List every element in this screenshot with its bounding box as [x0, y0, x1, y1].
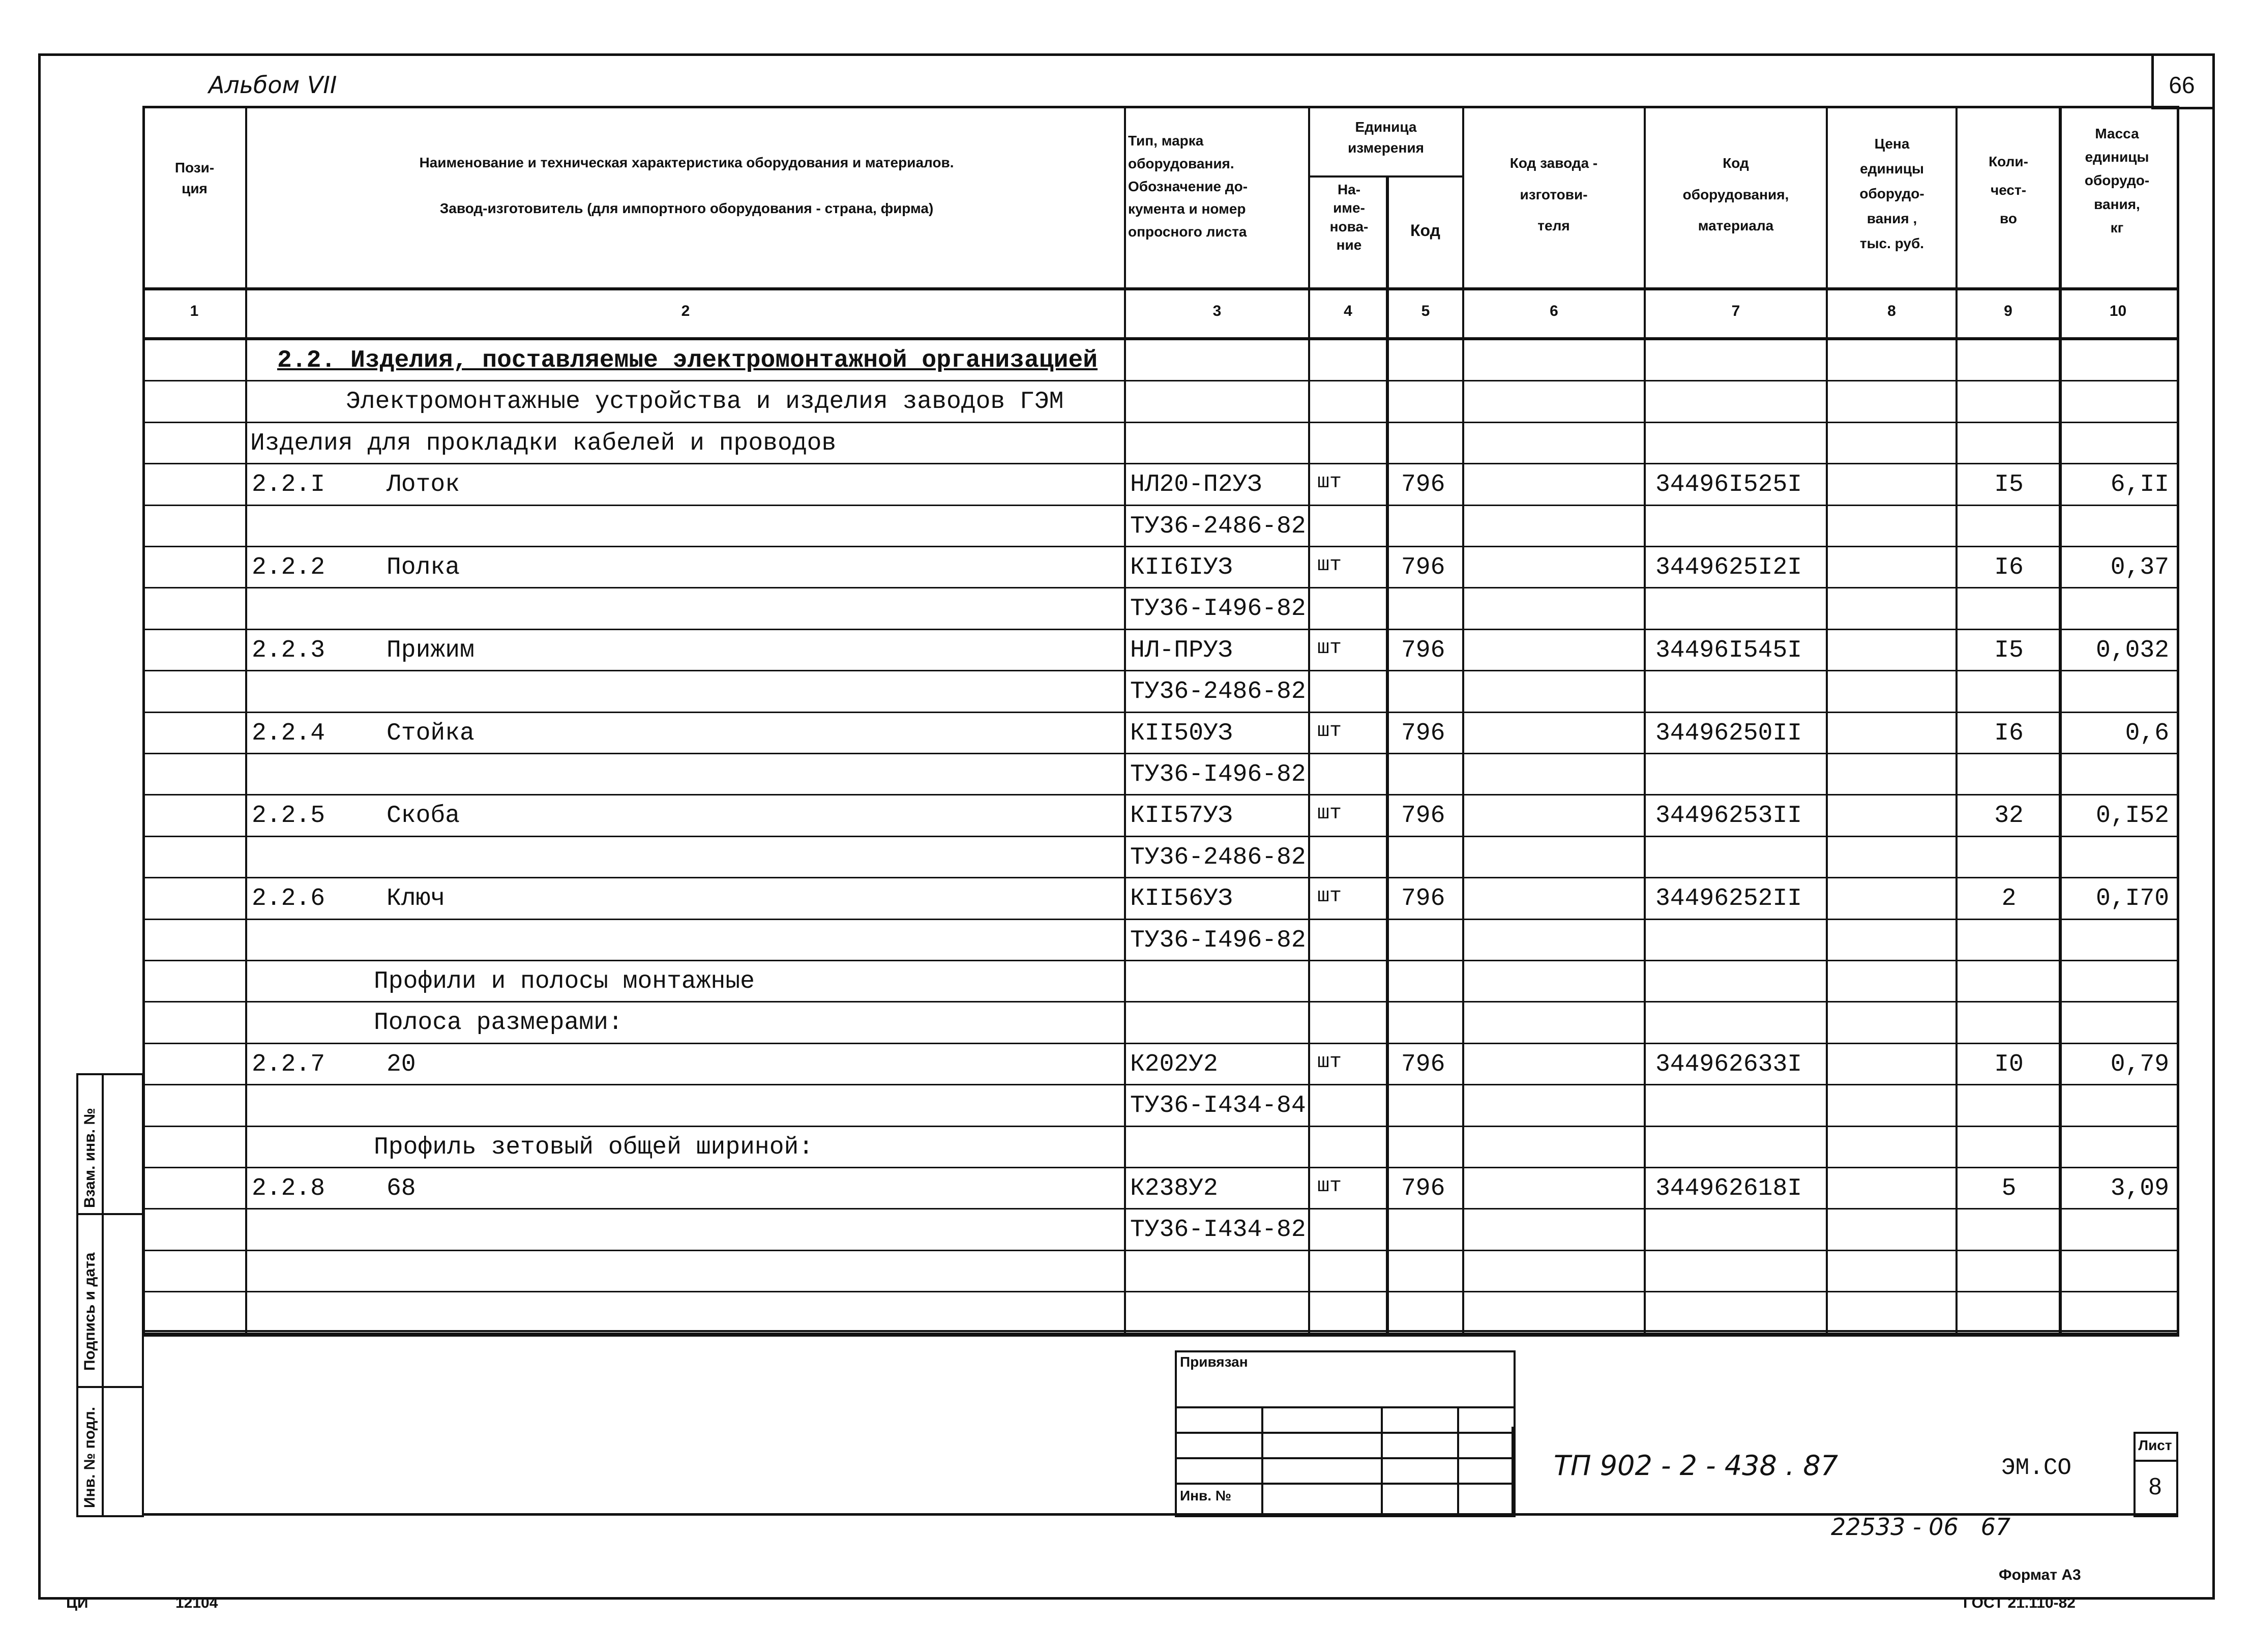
cell-name: Скоба — [387, 802, 460, 830]
cell-type: К202У2 — [1130, 1050, 1218, 1078]
cell-mass: 0,I70 — [2095, 885, 2169, 913]
album-label: Альбом VII — [209, 71, 337, 99]
cell-qty: I5 — [1994, 471, 2024, 499]
header-unit-code: Код — [1410, 221, 1440, 240]
cell-type: КII6IУЗ — [1130, 554, 1233, 581]
left-number: 12104 — [175, 1595, 218, 1611]
cell-name: Электромонтажные устройства и изделия заводов ГЭМ — [346, 388, 1064, 416]
row-line — [142, 712, 2177, 713]
cell-pos: 2.2.8 — [252, 1175, 325, 1202]
row-line — [142, 1084, 2177, 1085]
cell-unit: шт — [1317, 636, 1342, 660]
cell-qty: I5 — [1994, 636, 2024, 664]
cell-mcode: 34496I545I — [1655, 636, 1802, 664]
row-line — [142, 1250, 2177, 1251]
side-stamp-line-2 — [76, 1386, 142, 1388]
cell-pos: 2.2.4 — [252, 719, 325, 747]
row-line — [142, 919, 2177, 920]
cell-type: ТУ36-I496-82 — [1130, 926, 1306, 954]
header-name-line1: Наименование и техническая характеристика оборудования и материалов. — [419, 155, 954, 170]
side-stamp-podpis: Подпись и дата — [81, 1252, 98, 1371]
cell-pos: 2.2.I — [252, 471, 325, 499]
cell-qty: 5 — [2001, 1175, 2017, 1202]
colnum-2: 2 — [681, 303, 690, 319]
cell-name: 20 — [387, 1050, 416, 1078]
cell-type: КII50УЗ — [1130, 719, 1233, 747]
gost-label: ГОСТ 21.110-82 — [1963, 1595, 2076, 1611]
header-mass: Масса единицы оборудо- вания, кг — [2084, 126, 2150, 235]
header-quantity: Коли- чест- во — [1989, 154, 2028, 226]
cell-name: Полоса размерами: — [374, 1009, 623, 1037]
cell-type: ТУ36-I434-84 — [1130, 1092, 1306, 1120]
col-line-6 — [1644, 106, 1646, 1333]
cell-mcode: 34496253II — [1655, 802, 1802, 830]
side-stamp-inv: Инв. № подл. — [81, 1406, 98, 1508]
cell-mass: 0,37 — [2110, 554, 2169, 581]
cell-mass: 6,II — [2110, 471, 2169, 499]
colnum-6: 6 — [1550, 303, 1558, 319]
sheet-box-divider — [2134, 1460, 2177, 1462]
cell-code: 796 — [1401, 885, 1445, 913]
row-line — [142, 1001, 2177, 1002]
cell-pos: 2.2.5 — [252, 802, 325, 830]
row-line — [142, 1291, 2177, 1292]
cell-qty: I0 — [1994, 1050, 2024, 1078]
cell-name: Полка — [387, 554, 460, 581]
header-price: Цена единицы оборудо- вания , тыс. руб. — [1859, 136, 1924, 251]
cell-name: 68 — [387, 1175, 416, 1202]
cell-qty: I6 — [1994, 554, 2024, 581]
header-unit-name: На- име- нова- ние — [1329, 182, 1369, 253]
cell-code: 796 — [1401, 554, 1445, 581]
cell-code: 796 — [1401, 471, 1445, 499]
cell-unit: шт — [1317, 471, 1342, 494]
row-line — [142, 629, 2177, 630]
col-line-7 — [1826, 106, 1828, 1333]
cell-type: ТУ36-2486-82 — [1130, 512, 1306, 540]
cell-qty: I6 — [1994, 719, 2024, 747]
header-factory-code: Код завода - изготови- теля — [1509, 155, 1598, 234]
cell-mass: 3,09 — [2110, 1175, 2169, 1202]
colnum-1: 1 — [190, 303, 199, 319]
cell-mcode: 344962633I — [1655, 1050, 1802, 1078]
colnum-5: 5 — [1421, 303, 1430, 319]
cell-type: ТУ36-2486-82 — [1130, 678, 1306, 706]
row-line — [142, 505, 2177, 506]
cell-type: ТУ36-I496-82 — [1130, 595, 1306, 623]
cell-name: Прижим — [387, 636, 475, 664]
row-line — [142, 960, 2177, 961]
cell-name: Стойка — [387, 719, 475, 747]
cell-type: НЛ20-П2УЗ — [1130, 471, 1262, 499]
row-line — [142, 546, 2177, 547]
col-line-9 — [2059, 106, 2062, 1333]
colnum-7: 7 — [1731, 303, 1740, 319]
header-bottom-line — [142, 287, 2177, 290]
cell-type: ТУ36-2486-82 — [1130, 843, 1306, 871]
col-line-5 — [1462, 106, 1464, 1333]
handwritten-number: 22533 - 06 67 — [1831, 1513, 2011, 1541]
side-stamp-divider — [102, 1073, 104, 1516]
cell-pos: 2.2.2 — [252, 554, 325, 581]
doc-code: ТП 902 - 2 - 438 . 87 — [1554, 1450, 1839, 1482]
cell-mcode: 344962618I — [1655, 1175, 1802, 1202]
left-code: ЦИ — [66, 1595, 88, 1611]
cell-name: Лоток — [387, 471, 460, 499]
cell-unit: шт — [1317, 885, 1342, 908]
cell-type: К238У2 — [1130, 1175, 1218, 1202]
title-block-top-line — [142, 1330, 2177, 1332]
cell-code: 796 — [1401, 1175, 1445, 1202]
cell-name: Изделия для прокладки кабелей и проводов — [250, 429, 837, 457]
cell-mass: 0,032 — [2095, 636, 2169, 664]
header-name-line2: Завод-изготовитель (для импортного оборудования - страна, фирма) — [439, 200, 934, 216]
privyazan-v-3 — [1457, 1406, 1459, 1515]
cell-qty: 32 — [1994, 802, 2024, 830]
row-line — [142, 1167, 2177, 1168]
cell-mass: 0,79 — [2110, 1050, 2169, 1078]
row-line — [142, 877, 2177, 878]
colnum-4: 4 — [1344, 303, 1352, 319]
row-line — [142, 1333, 2177, 1334]
cell-mass: 0,I52 — [2095, 802, 2169, 830]
cell-name: 2.2. Изделия, поставляемые электромонтажной организацией — [277, 347, 1098, 374]
row-line — [142, 753, 2177, 754]
privyazan-line-1 — [1175, 1406, 1516, 1408]
cell-type: ТУ36-I496-82 — [1130, 761, 1306, 788]
privyazan-label: Привязан — [1180, 1354, 1248, 1370]
privyazan-line-2 — [1175, 1432, 1516, 1434]
privyazan-v-2 — [1381, 1406, 1383, 1515]
colnum-bottom-line — [142, 337, 2177, 340]
cell-name: Ключ — [387, 885, 446, 913]
cell-mcode: 34496250II — [1655, 719, 1802, 747]
cell-code: 796 — [1401, 1050, 1445, 1078]
cell-mcode: 34496252II — [1655, 885, 1802, 913]
header-position: Пози- ция — [174, 160, 215, 196]
cell-type: НЛ-ПРУЗ — [1130, 636, 1233, 664]
cell-code: 796 — [1401, 802, 1445, 830]
cell-type: КII57УЗ — [1130, 802, 1233, 830]
cell-pos: 2.2.3 — [252, 636, 325, 664]
cell-type: ТУ36-I434-82 — [1130, 1216, 1306, 1244]
row-line — [142, 836, 2177, 837]
cell-pos: 2.2.7 — [252, 1050, 325, 1078]
side-stamp-line-1 — [76, 1213, 142, 1215]
row-line — [142, 380, 2177, 381]
side-stamp-vzam: Взам. инв. № — [81, 1108, 98, 1208]
privyazan-line-3 — [1175, 1457, 1516, 1459]
row-line — [142, 1126, 2177, 1127]
row-line — [142, 1208, 2177, 1210]
colnum-10: 10 — [2109, 303, 2127, 319]
row-line — [142, 587, 2177, 588]
cell-name: Профиль зетовый общей шириной: — [374, 1133, 814, 1161]
cell-mcode: 34496I525I — [1655, 471, 1802, 499]
row-line — [142, 1043, 2177, 1044]
cell-pos: 2.2.6 — [252, 885, 325, 913]
privyazan-v-1 — [1261, 1406, 1263, 1515]
colnum-8: 8 — [1887, 303, 1896, 319]
page-number: 66 — [2169, 72, 2195, 98]
cell-unit: шт — [1317, 554, 1342, 577]
cell-qty: 2 — [2001, 885, 2017, 913]
col-line-8 — [1955, 106, 1958, 1333]
cell-name: Профили и полосы монтажные — [374, 968, 755, 995]
col-line-3 — [1308, 106, 1310, 1333]
privyazan-line-4 — [1175, 1483, 1516, 1485]
col-line-1 — [245, 106, 247, 1333]
colnum-9: 9 — [2004, 303, 2012, 319]
cell-unit: шт — [1317, 719, 1342, 743]
header-material-code: Код оборудования, материала — [1682, 155, 1789, 234]
header-type: Тип, марка оборудования. Обозначение до- кумента и номер опросного листа — [1128, 133, 1248, 240]
format-label: Формат А3 — [1999, 1567, 2081, 1583]
row-line — [142, 794, 2177, 795]
col-line-2 — [1124, 106, 1126, 1333]
cell-type: КII56УЗ — [1130, 885, 1233, 913]
inv-no-label: Инв. № — [1180, 1488, 1232, 1503]
colnum-3: 3 — [1212, 303, 1222, 319]
row-line — [142, 670, 2177, 671]
header-unit-group: Единица измерения — [1348, 119, 1424, 156]
cell-code: 796 — [1401, 636, 1445, 664]
cell-mass: 0,6 — [2125, 719, 2169, 747]
row-line — [142, 463, 2177, 464]
title-block-left-line — [1512, 1427, 1514, 1516]
doc-mark: ЭМ.СО — [2001, 1455, 2072, 1481]
sheet-label: Лист — [2138, 1437, 2172, 1453]
cell-mcode: 3449625I2I — [1655, 554, 1802, 581]
cell-code: 796 — [1401, 719, 1445, 747]
sheet-number: 8 — [2148, 1473, 2162, 1499]
cell-unit: шт — [1317, 1175, 1342, 1198]
cell-unit: шт — [1317, 802, 1342, 825]
cell-unit: шт — [1317, 1050, 1342, 1074]
row-line — [142, 422, 2177, 423]
